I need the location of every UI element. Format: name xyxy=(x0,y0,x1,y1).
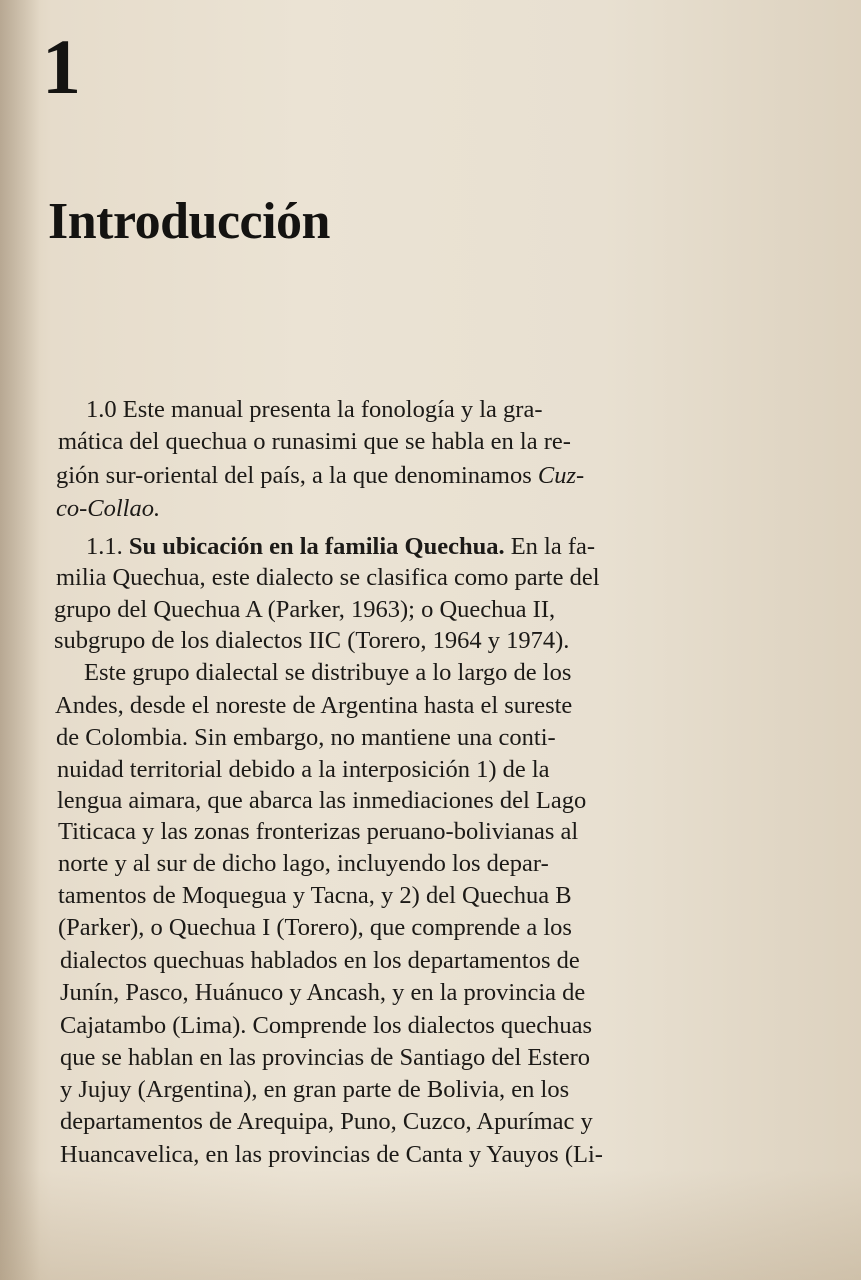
text-line: nuidad territorial debido a la interposición 1) de la xyxy=(57,756,550,783)
text-line: subgrupo de los dialectos IIC (Torero, 1964 y 1974). xyxy=(54,627,570,654)
text-line: milia Quechua, este dialecto se clasifica como parte del xyxy=(56,564,600,591)
text-line: 1.0 Este manual presenta la fonología y la gra- xyxy=(86,396,543,423)
text-line: Andes, desde el noreste de Argentina hasta el sureste xyxy=(55,692,573,719)
section-number: 1.1. xyxy=(86,533,129,560)
text-line: co-Collao. xyxy=(56,495,161,522)
text-line: mática del quechua o runasimi que se habla en la re- xyxy=(58,428,571,455)
text-line: tamentos de Moquegua y Tacna, y 2) del Quechua B xyxy=(58,882,572,909)
text-segment: En la fa- xyxy=(504,533,596,560)
text-line: Junín, Pasco, Huánuco y Ancash, y en la provincia de xyxy=(60,979,586,1006)
text-line: dialectos quechuas hablados en los departamentos de xyxy=(60,947,580,974)
section-heading: Su ubicación en la familia Quechua. xyxy=(128,533,505,560)
text-line: norte y al sur de dicho lago, incluyendo los depar- xyxy=(58,850,549,877)
text-line: y Jujuy (Argentina), en gran parte de Bolivia, en los xyxy=(60,1076,570,1103)
text-line: departamentos de Arequipa, Puno, Cuzco, Apurímac y xyxy=(60,1108,593,1135)
text-line: Este grupo dialectal se distribuye a lo largo de los xyxy=(84,659,572,686)
section-heading-line xyxy=(86,535,595,560)
text-line: Cajatambo (Lima). Comprende los dialectos quechuas xyxy=(60,1012,593,1039)
text-line: grupo del Quechua A (Parker, 1963); o Quechua II, xyxy=(54,596,556,623)
text-segment: gión sur-oriental del país, a la que denominamos xyxy=(56,462,538,489)
text-line: de Colombia. Sin embargo, no mantiene una conti- xyxy=(56,724,556,751)
text-line: Titicaca y las zonas fronterizas peruano-bolivianas al xyxy=(58,818,579,845)
chapter-title: Introducción xyxy=(48,193,330,250)
text-line: que se hablan en las provincias de Santiago del Estero xyxy=(60,1044,590,1071)
text-line: (Parker), o Quechua I (Torero), que comprende a los xyxy=(58,914,572,941)
text-line xyxy=(56,464,584,489)
text-line: Huancavelica, en las provincias de Canta y Yauyos (Li- xyxy=(60,1141,603,1168)
chapter-number: 1 xyxy=(42,23,81,110)
text-line: lengua aimara, que abarca las inmediaciones del Lago xyxy=(57,787,587,814)
italic-term: Cuz- xyxy=(537,462,585,489)
